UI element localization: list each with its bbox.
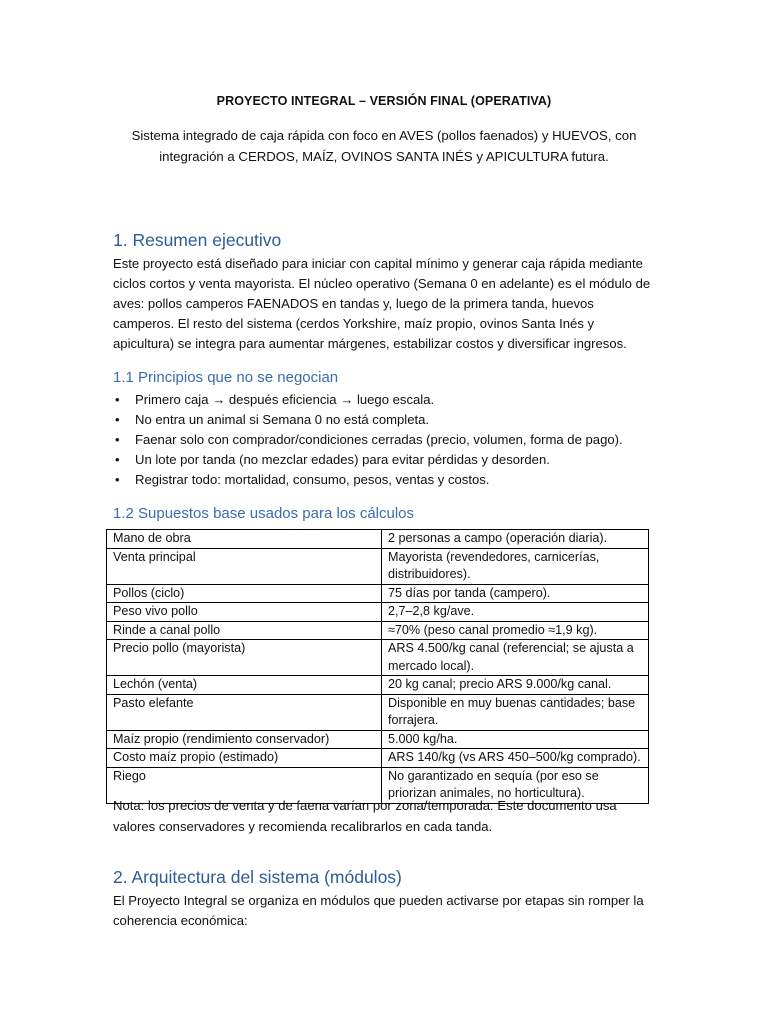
table-row [107,730,649,749]
list-item-text: Faenar solo con comprador/condiciones cerradas (precio, volumen, forma de pago). [135,432,623,447]
table-cell-value: 2 personas a campo (operación diaria). [382,530,649,549]
table-cell-value: 20 kg canal; precio ARS 9.000/kg canal. [382,676,649,695]
list-item [113,430,653,450]
section-paragraph-resumen: Este proyecto está diseñado para iniciar con capital mínimo y generar caja rápida mediante ciclos cortos y venta mayorista. El núcleo operativo (Semana 0 en adelante) es el módulo de aves: pollos camperos FAENADOS en tandas y, luego de la primera tanda, huevos camperos. El resto del sistema (cerdos Yorkshire, maíz propio, ovinos Santa Inés y apicultura) se integra para aumentar márgenes, estabilizar costos y diversificar ingresos. [113,256,651,351]
bullet-icon: • [115,432,120,447]
table-cell-label: Rinde a canal pollo [107,621,382,640]
table-row [107,584,649,603]
table-row [107,548,649,584]
table-cell-label: Lechón (venta) [107,676,382,695]
table-row [107,603,649,622]
section-heading-arquitectura: 2. Arquitectura del sistema (módulos) [113,867,402,887]
section-paragraph-arquitectura: El Proyecto Integral se organiza en módulos que pueden activarse por etapas sin romper la coherencia económica: [113,893,644,928]
table-cell-label: Riego [107,767,382,803]
table-cell-label: Costo maíz propio (estimado) [107,749,382,768]
table-row [107,640,649,676]
bullet-icon: • [115,392,120,407]
table-cell-label: Mano de obra [107,530,382,549]
bullet-icon: • [115,452,120,467]
assumptions-note: Nota: los precios de venta y de faena varían por zona/temporada. Este documento usa valores conservadores y recomienda recalibrarlos en cada tanda. [113,798,617,834]
list-item [113,390,653,410]
table-row [107,694,649,730]
list-item [113,470,653,490]
table-cell-value: ARS 140/kg (vs ARS 450–500/kg comprado). [382,749,649,768]
table-cell-label: Maíz propio (rendimiento conservador) [107,730,382,749]
list-item [113,450,653,470]
table-cell-label: Pollos (ciclo) [107,584,382,603]
table-cell-value: Mayorista (revendedores, carnicerías, distribuidores). [382,548,649,584]
document-subtitle: Sistema integrado de caja rápida con foco en AVES (pollos faenados) y HUEVOS, con integración a CERDOS, MAÍZ, OVINOS SANTA INÉS y APICULTURA futura. [131,128,637,164]
principles-list [113,390,653,490]
table-cell-label: Pasto elefante [107,694,382,730]
table-cell-value: 2,7–2,8 kg/ave. [382,603,649,622]
table-cell-label: Venta principal [107,548,382,584]
bullet-icon: • [115,472,120,487]
assumptions-table [106,529,649,804]
list-item [113,410,653,430]
table-row [107,676,649,695]
list-item-text: Primero caja → después eficiencia → luego escala. [135,392,435,407]
subsection-heading-principios: 1.1 Principios que no se negocian [113,369,339,386]
table-cell-value: No garantizado en sequía (por eso se priorizan animales, no horticultura). [382,767,649,803]
list-item-text: Un lote por tanda (no mezclar edades) para evitar pérdidas y desorden. [135,452,550,467]
table-cell-value: ARS 4.500/kg canal (referencial; se ajusta a mercado local). [382,640,649,676]
table-cell-label: Precio pollo (mayorista) [107,640,382,676]
table-cell-value: 75 días por tanda (campero). [382,584,649,603]
list-item-text: No entra un animal si Semana 0 no está completa. [135,412,430,427]
section-heading-resumen: 1. Resumen ejecutivo [113,230,282,250]
table-cell-value: 5.000 kg/ha. [382,730,649,749]
table-cell-label: Peso vivo pollo [107,603,382,622]
subsection-heading-supuestos: 1.2 Supuestos base usados para los cálculos [113,505,415,522]
list-item-text: Registrar todo: mortalidad, consumo, pesos, ventas y costos. [135,472,490,487]
table-row [107,749,649,768]
table-row [107,530,649,549]
table-cell-value: Disponible en muy buenas cantidades; base forrajera. [382,694,649,730]
document-title: PROYECTO INTEGRAL – VERSIÓN FINAL (OPERATIVA) [216,94,552,108]
bullet-icon: • [115,412,120,427]
table-cell-value: ≈70% (peso canal promedio ≈1,9 kg). [382,621,649,640]
table-row [107,621,649,640]
